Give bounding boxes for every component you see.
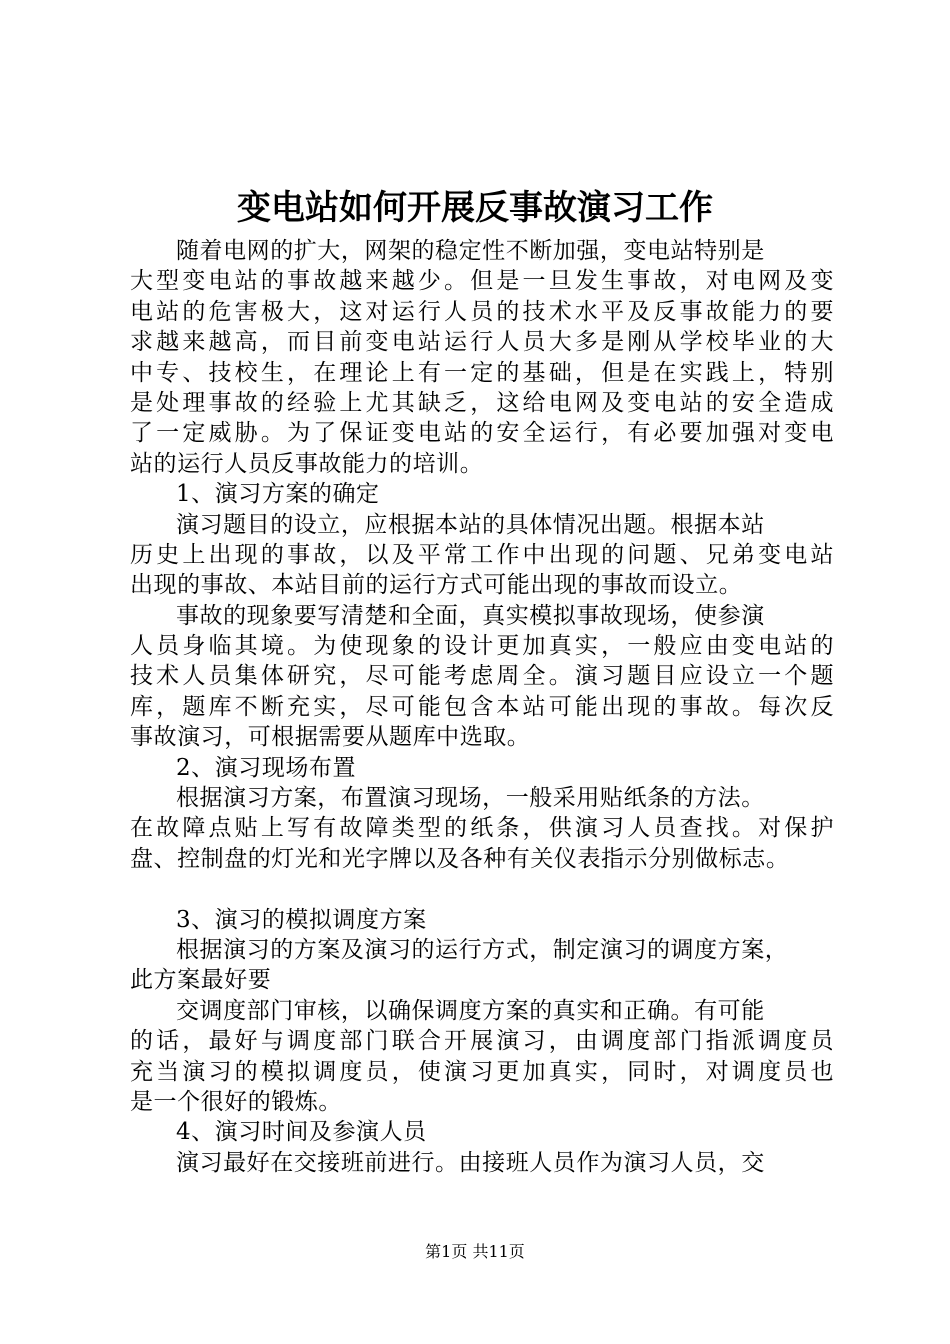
- paragraph-line: 根据演习方案，布置演习现场，一般采用贴纸条的方法。: [176, 785, 765, 812]
- paragraph-line: 演习题目的设立，应根据本站的具体情况出题。根据本站: [176, 511, 765, 538]
- document-body: [130, 236, 834, 1178]
- paragraph-line: 交调度部门审核，以确保调度方案的真实和正确。有可能: [176, 997, 765, 1024]
- section-heading: 4、演习时间及参演人员: [176, 1119, 427, 1146]
- paragraph-line: 站的运行人员反事故能力的培训。: [130, 450, 484, 477]
- paragraph-line: 人员身临其境。为使现象的设计更加真实，一般应由变电站的: [130, 633, 834, 660]
- paragraph-line: 事故的现象要写清楚和全面，真实模拟事故现场，使参演: [176, 602, 765, 629]
- paragraph-line: 历史上出现的事故，以及平常工作中出现的问题、兄弟变电站: [130, 541, 834, 568]
- paragraph-line: 充当演习的模拟调度员，使演习更加真实，同时，对调度员也: [130, 1058, 834, 1085]
- paragraph-line: 库，题库不断充实，尽可能包含本站可能出现的事故。每次反: [130, 693, 834, 720]
- section-heading: 1、演习方案的确定: [176, 481, 380, 508]
- section-heading: 3、演习的模拟调度方案: [176, 906, 427, 933]
- paragraph-line: 求越来越高，而目前变电站运行人员大多是刚从学校毕业的大: [130, 329, 834, 356]
- document-title: 变电站如何开展反事故演习工作: [237, 188, 713, 228]
- paragraph-line: 在故障点贴上写有故障类型的纸条，供演习人员查找。对保护: [130, 815, 834, 842]
- section-heading: 2、演习现场布置: [176, 754, 357, 781]
- paragraph-line: 的话，最好与调度部门联合开展演习，由调度部门指派调度员: [130, 1028, 834, 1055]
- paragraph-line: 事故演习，可根据需要从题库中选取。: [130, 724, 531, 751]
- paragraph-line: 出现的事故、本站目前的运行方式可能出现的事故而设立。: [130, 572, 743, 599]
- paragraph-line: 电站的危害极大，这对运行人员的技术水平及反事故能力的要: [130, 298, 834, 325]
- paragraph-line: 随着电网的扩大，网架的稳定性不断加强，变电站特别是: [176, 238, 765, 264]
- paragraph-line: 演习最好在交接班前进行。由接班人员作为演习人员，交: [176, 1149, 765, 1176]
- paragraph-line: 盘、控制盘的灯光和光字牌以及各种有关仪表指示分别做标志。: [130, 845, 790, 872]
- page-footer: 第1页 共11页: [425, 1242, 525, 1261]
- paragraph-line: 技术人员集体研究，尽可能考虑周全。演习题目应设立一个题: [130, 663, 834, 690]
- paragraph-line: 中专、技校生，在理论上有一定的基础，但是在实践上，特别: [130, 359, 834, 386]
- paragraph-line: 根据演习的方案及演习的运行方式，制定演习的调度方案，: [176, 936, 789, 963]
- paragraph-line: 是处理事故的经验上尤其缺乏，这给电网及变电站的安全造成: [130, 389, 834, 416]
- blank-line: [130, 874, 834, 904]
- paragraph-line: 大型变电站的事故越来越少。但是一旦发生事故，对电网及变: [130, 268, 834, 295]
- paragraph-line: 了一定威胁。为了保证变电站的安全运行，有必要加强对变电: [130, 420, 834, 447]
- paragraph-line: 是一个很好的锻炼。: [130, 1088, 342, 1115]
- paragraph-line: 此方案最好要: [130, 967, 272, 994]
